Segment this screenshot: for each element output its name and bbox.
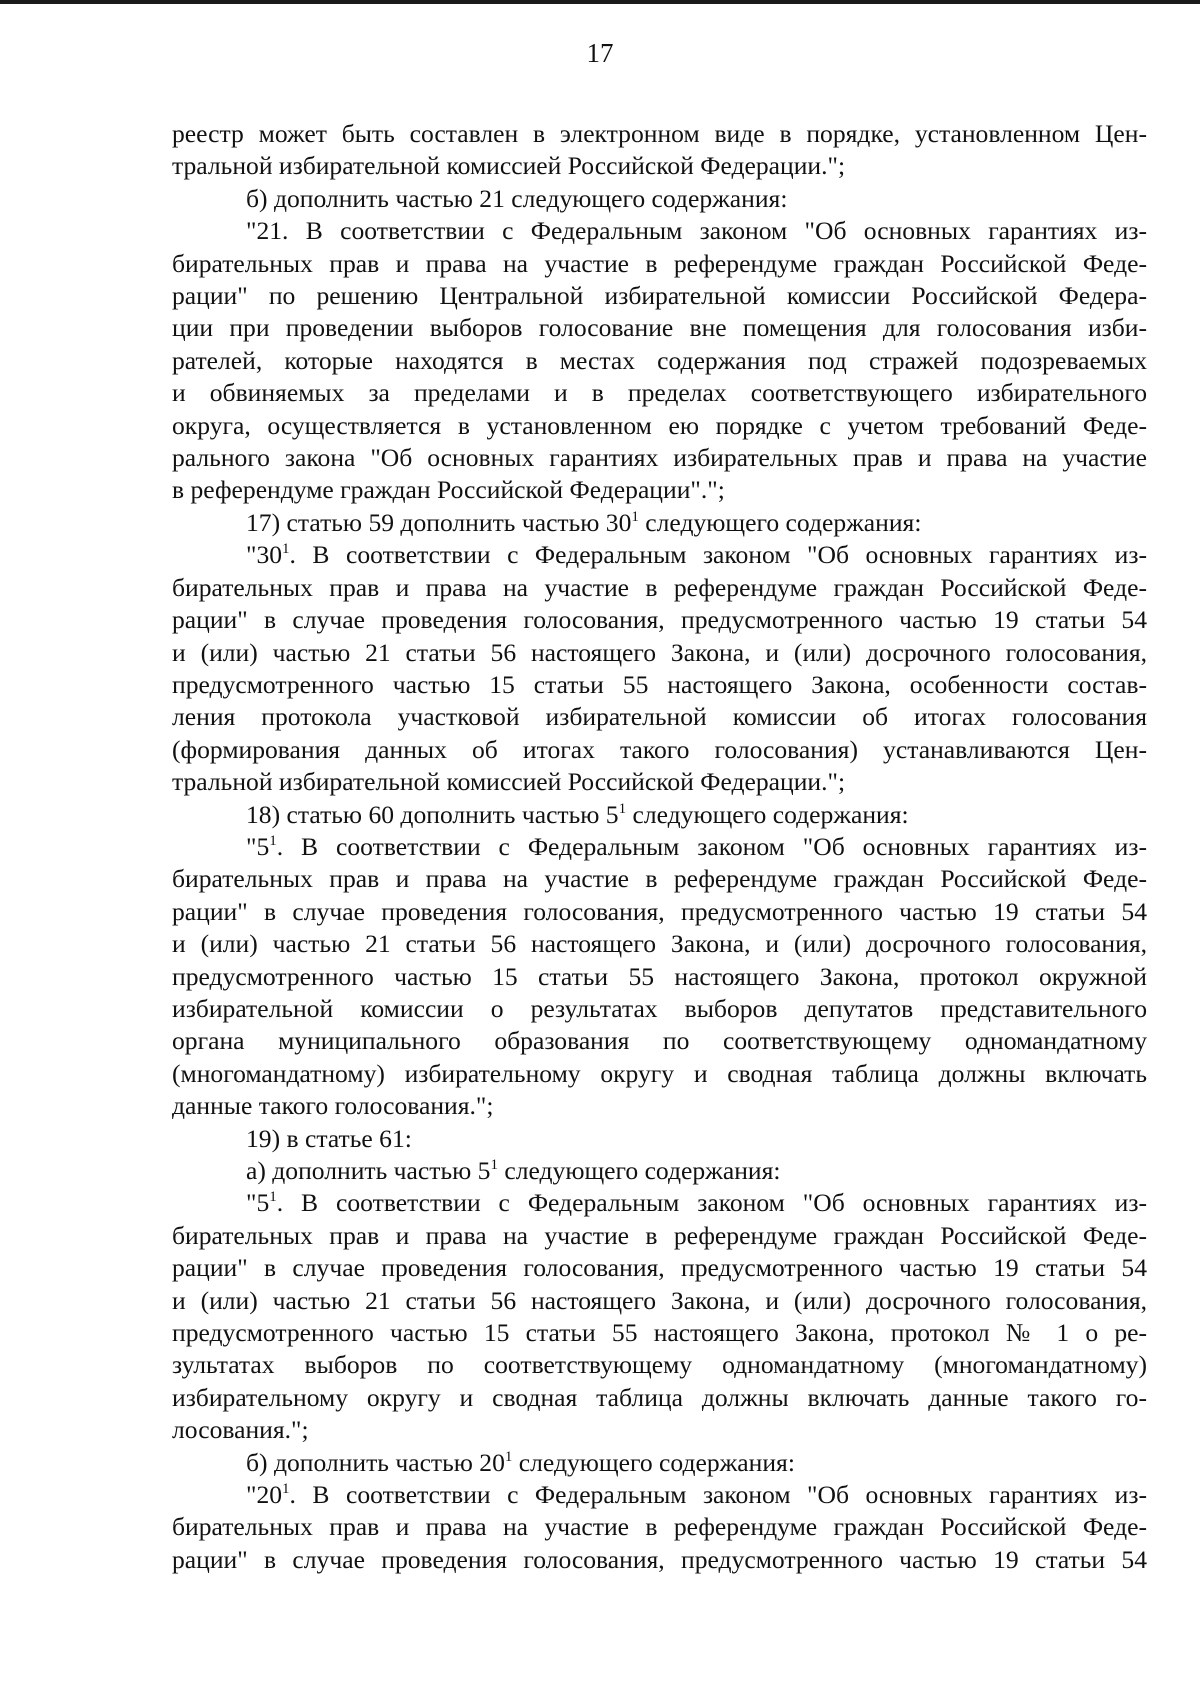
- text-line: [172, 637, 1147, 669]
- line-text-continued: . В соответствии с Федеральным законом "Об основных гарантиях из-: [276, 831, 1147, 861]
- line-text: б) дополнить частью 21 следующего содержания:: [246, 183, 788, 213]
- line-text: бирательных прав и права на участие в референдуме граждан Российской Феде-: [172, 248, 1147, 278]
- text-line: [172, 1382, 1147, 1414]
- line-text: 18) статью 60 дополнить частью 5: [246, 799, 619, 829]
- text-line: [172, 539, 1147, 571]
- text-line: [172, 1511, 1147, 1543]
- line-text: 19) в статье 61:: [246, 1123, 412, 1153]
- line-text: тральной избирательной комиссией Российской Федерации.";: [172, 767, 846, 797]
- text-line: [172, 1155, 1147, 1187]
- line-text: рального закона "Об основных гарантиях избирательных прав и права на участие: [172, 443, 1147, 473]
- line-text: и (или) частью 21 статьи 56 настоящего Закона, и (или) досрочного голосования,: [172, 637, 1147, 667]
- text-line: [172, 896, 1147, 928]
- line-text: "20: [246, 1480, 283, 1510]
- document-body: [172, 118, 1147, 1576]
- line-text: б) дополнить частью 20: [246, 1447, 505, 1477]
- line-text: а) дополнить частью 5: [246, 1156, 491, 1185]
- line-text: предусмотренного частью 15 статьи 55 настоящего Закона, особенности состав-: [172, 669, 1147, 699]
- text-line: [172, 474, 1147, 506]
- text-line: [172, 183, 1147, 215]
- text-line: [172, 669, 1147, 701]
- line-text: лосования.";: [172, 1415, 309, 1445]
- line-text-continued: следующего содержания:: [497, 1156, 781, 1185]
- line-text: бирательных прав и права на участие в референдуме граждан Российской Феде-: [172, 864, 1147, 894]
- text-line: [172, 1544, 1147, 1576]
- text-line: [172, 928, 1147, 960]
- text-line: [172, 799, 1147, 831]
- text-line: [172, 312, 1147, 344]
- text-line: [172, 215, 1147, 247]
- text-line: [172, 1285, 1147, 1317]
- text-line: [172, 150, 1147, 182]
- line-text: "5: [246, 831, 270, 861]
- text-line: [172, 377, 1147, 409]
- superscript: 1: [490, 1157, 498, 1173]
- line-text: избирательному округу и сводная таблица должны включать данные такого го-: [172, 1382, 1147, 1412]
- line-text: ления протокола участковой избирательной комиссии об итогах голосования: [172, 702, 1147, 732]
- text-line: [172, 1220, 1147, 1252]
- line-text: рации" в случае проведения голосования, предусмотренного частью 19 статьи 54: [172, 1253, 1147, 1283]
- text-line: [172, 863, 1147, 895]
- text-line: [172, 345, 1147, 377]
- line-text: (формирования данных об итогах такого голосования) устанавливаются Цен-: [172, 734, 1147, 764]
- line-text: и (или) частью 21 статьи 56 настоящего Закона, и (или) досрочного голосования,: [172, 929, 1147, 959]
- text-line: [172, 734, 1147, 766]
- line-text: ции при проведении выборов голосование вне помещения для голосования изби-: [172, 313, 1147, 343]
- line-text: избирательной комиссии о результатах выборов депутатов представительного: [172, 993, 1147, 1023]
- text-line: [172, 1447, 1147, 1479]
- line-text: 17) статью 59 дополнить частью 30: [246, 507, 632, 537]
- line-text: бирательных прав и права на участие в референдуме граждан Российской Феде-: [172, 572, 1147, 602]
- text-line: [172, 410, 1147, 442]
- superscript: 1: [282, 1481, 290, 1498]
- text-line: [172, 1090, 1147, 1122]
- line-text: реестр может быть составлен в электронном виде в порядке, установленном Цен-: [172, 119, 1147, 148]
- text-line: [172, 831, 1147, 863]
- text-line: [172, 993, 1147, 1025]
- line-text: рации" в случае проведения голосования, предусмотренного частью 19 статьи 54: [172, 1544, 1147, 1574]
- text-line: [172, 1123, 1147, 1155]
- text-line: [172, 1058, 1147, 1090]
- text-line: [172, 572, 1147, 604]
- text-line: [172, 1317, 1147, 1349]
- line-text: "21. В соответствии с Федеральным законом "Об основных гарантиях из-: [246, 216, 1147, 246]
- text-line: [172, 1479, 1147, 1511]
- line-text: предусмотренного частью 15 статьи 55 настоящего Закона, протокол окружной: [172, 961, 1147, 991]
- line-text: тральной избирательной комиссией Российской Федерации.";: [172, 151, 846, 181]
- line-text: "30: [246, 540, 283, 570]
- line-text: рации" в случае проведения голосования, предусмотренного частью 19 статьи 54: [172, 605, 1147, 635]
- line-text: в референдуме граждан Российской Федерации".";: [172, 475, 725, 505]
- line-text-continued: следующего содержания:: [512, 1447, 795, 1477]
- line-text: рации" по решению Центральной избирательной комиссии Российской Федера-: [172, 281, 1147, 311]
- line-text: (многомандатному) избирательному округу и сводная таблица должны включать: [172, 1058, 1147, 1088]
- line-text-continued: . В соответствии с Федеральным законом "Об основных гарантиях из-: [289, 1480, 1147, 1510]
- line-text: округа, осуществляется в установленном ею порядке с учетом требований Феде-: [172, 410, 1147, 440]
- superscript: 1: [269, 1189, 277, 1206]
- text-line: [172, 1025, 1147, 1057]
- text-line: [172, 507, 1147, 539]
- line-text: органа муниципального образования по соответствующему одномандатному: [172, 1026, 1147, 1056]
- line-text-continued: . В соответствии с Федеральным законом "Об основных гарантиях из-: [289, 540, 1147, 570]
- text-line: [172, 701, 1147, 733]
- superscript: 1: [631, 508, 639, 525]
- scan-top-edge: [0, 0, 1200, 4]
- superscript: 1: [269, 832, 277, 849]
- text-line: [172, 1187, 1147, 1219]
- text-line: [172, 604, 1147, 636]
- line-text: и обвиняемых за пределами и в пределах соответствующего избирательного: [172, 378, 1147, 408]
- line-text: рателей, которые находятся в местах содержания под стражей подозреваемых: [172, 345, 1147, 375]
- line-text: данные такого голосования.";: [172, 1091, 494, 1121]
- text-line: [172, 1414, 1147, 1446]
- line-text: бирательных прав и права на участие в референдуме граждан Российской Феде-: [172, 1512, 1147, 1542]
- superscript: 1: [504, 1448, 513, 1465]
- line-text: предусмотренного частью 15 статьи 55 настоящего Закона, протокол № 1 о ре-: [172, 1318, 1147, 1348]
- line-text: "5: [246, 1188, 270, 1218]
- line-text-continued: следующего содержания:: [638, 507, 922, 537]
- text-line: [172, 118, 1147, 150]
- text-line: [172, 248, 1147, 280]
- line-text: бирательных прав и права на участие в референдуме граждан Российской Феде-: [172, 1220, 1147, 1250]
- superscript: 1: [282, 541, 290, 558]
- line-text-continued: следующего содержания:: [626, 799, 909, 829]
- text-line: [172, 766, 1147, 798]
- line-text: рации" в случае проведения голосования, предусмотренного частью 19 статьи 54: [172, 896, 1147, 926]
- text-line: [172, 442, 1147, 474]
- superscript: 1: [618, 800, 627, 817]
- line-text: и (или) частью 21 статьи 56 настоящего Закона, и (или) досрочного голосования,: [172, 1285, 1147, 1315]
- page-number: 17: [586, 38, 614, 68]
- line-text: зультатах выборов по соответствующему одномандатному (многомандатному): [172, 1350, 1147, 1380]
- text-line: [172, 1349, 1147, 1381]
- line-text-continued: . В соответствии с Федеральным законом "Об основных гарантиях из-: [276, 1188, 1147, 1218]
- text-line: [172, 961, 1147, 993]
- text-line: [172, 280, 1147, 312]
- text-line: [172, 1252, 1147, 1284]
